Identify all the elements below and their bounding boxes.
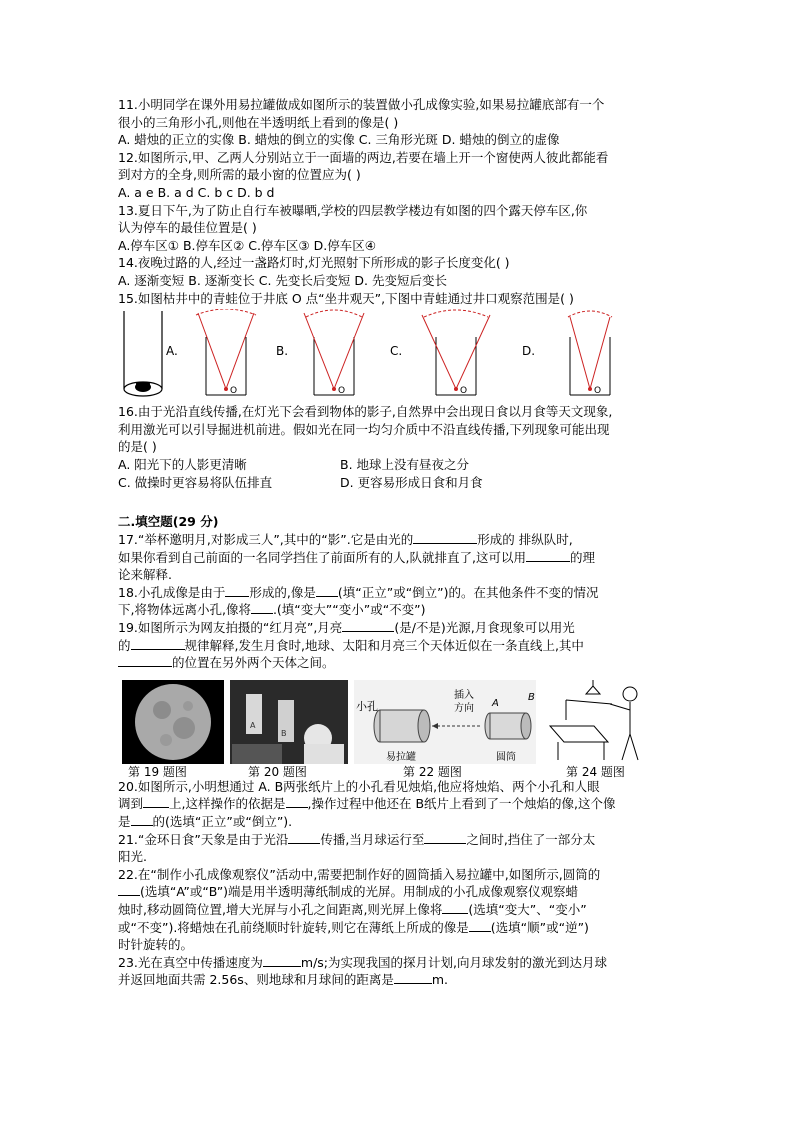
- q21-blank-2[interactable]: [424, 831, 466, 844]
- q15-o-b: O: [338, 386, 346, 397]
- q22-line5: 时针旋转的。: [118, 937, 194, 953]
- caption-fig-22: 第 22 题图: [403, 764, 462, 779]
- q20-line1: 20.如图所示,小明想通过 A. B两张纸片上的小孔看见烛焰,他应将烛焰、两个小孔和人眼: [118, 778, 600, 794]
- q15-line1: 15.如图枯井中的青蛙位于井底 O 点“坐井观天”,下图中青蛙通过井口观察范围是( ): [118, 290, 574, 306]
- q18-line2: [118, 601, 678, 619]
- q13-line1: 13.夏日下午,为了防止自行车被曝晒,学校的四层教学楼边有如图的四个露天停车区,你: [118, 202, 588, 218]
- moon-photo: [122, 680, 224, 764]
- q22-line1: 22.在“制作小孔成像观察仪”活动中,需要把制作好的圆筒插入易拉罐中,如图所示,圆筒的: [118, 866, 601, 882]
- q20-line2: [118, 795, 678, 813]
- q17-line1: [118, 531, 678, 549]
- q18-blank-2[interactable]: [316, 584, 338, 597]
- q16-option-d: D. 更容易形成日食和月食: [340, 474, 483, 490]
- q21-blank-1[interactable]: [288, 831, 320, 844]
- q21-text-a: 21.“金环日食”天象是由于光沿: [118, 831, 289, 847]
- well-option-a: [196, 309, 256, 396]
- q23-line2: [118, 971, 678, 989]
- q20-text-c1: 是: [118, 814, 131, 830]
- caption-fig-19: 第 19 题图: [128, 764, 187, 779]
- q16-line2: 利用激光可以引导掘进机前进。假如光在同一均匀介质中不沿直线传播,下列现象可能出现: [118, 421, 610, 437]
- well-option-d: [568, 311, 612, 396]
- q16-options-cd: [118, 474, 678, 492]
- q16-line1: 16.由于光沿直线传播,在灯光下会看到物体的影子,自然界中会出现日食以月食等天文现象,: [118, 404, 613, 420]
- boy-candle-photo: [230, 680, 348, 764]
- q23-line1: [118, 954, 678, 972]
- q19-text-c: 的: [118, 637, 131, 653]
- q19-line1: [118, 619, 678, 637]
- q11-line1: 11.小明同学在课外用易拉罐做成如图所示的装置做小孔成像实验,如果易拉罐底部有一个: [118, 97, 605, 112]
- q12-line1: 12.如图所示,甲、乙两人分别站立于一面墙的两边,若要在墙上开一个窗使两人彼此都能看: [118, 149, 609, 165]
- q19-text-d: 规律解释,发生月食时,地球、太阳和月亮三个天体近似在一条直线上,其中: [184, 637, 584, 653]
- q23-text-2b: m.: [431, 972, 448, 988]
- q22-blank-2[interactable]: [442, 901, 468, 914]
- q19-text-a: 19.如图所示为网友拍摄的“红月亮”,月亮: [118, 620, 343, 636]
- fig22-can-label: 易拉罐: [386, 751, 416, 763]
- q20-blank-1[interactable]: [143, 795, 169, 808]
- q19-text-e: 的位置在另外两个天体之间。: [172, 655, 335, 671]
- q12-line2: 到对方的全身,则所需的最小窗的位置应为( ): [118, 167, 361, 183]
- q17-text-c: 的理: [569, 549, 595, 565]
- figure-row: [118, 680, 678, 778]
- q15-label-c: C.: [390, 344, 403, 359]
- q18-text-a: 18.小孔成像是由于: [118, 584, 226, 600]
- q17-text-2: 如果你看到自己前面的一名同学挡住了前面所有的人,队就排直了,这可以用: [118, 549, 526, 565]
- q15-label-d: D.: [522, 344, 536, 359]
- q18-blank-3[interactable]: [251, 601, 273, 614]
- q15-o-d: O: [594, 386, 602, 397]
- q19-line2: [118, 637, 678, 655]
- q22-blank-1[interactable]: [118, 883, 140, 896]
- fig22-tube-label: 圆筒: [496, 751, 516, 763]
- q20-text-b1: 调到: [118, 796, 144, 812]
- q17-blank-1[interactable]: [413, 531, 477, 544]
- q22-blank-3[interactable]: [469, 919, 491, 932]
- well-option-b: [304, 310, 364, 396]
- q20-line3: [118, 813, 678, 831]
- q20-text-c2: 的(选填“正立”或“倒立”).: [152, 814, 293, 830]
- q23-blank-1[interactable]: [263, 954, 301, 967]
- q23-text-b: m/s;为实现我国的探月计划,向月球发射的激光到达月球: [300, 954, 607, 970]
- q17-text-b: 形成的 排纵队时,: [477, 532, 573, 548]
- caption-fig-20: 第 20 题图: [248, 764, 307, 779]
- q16-option-c: C. 做操时更容易将队伍排直: [118, 474, 273, 490]
- caption-fig-24: 第 24 题图: [566, 764, 625, 779]
- fig22-insert-label-2: 方向: [454, 702, 474, 714]
- section2-title: 二.填空题(29 分): [118, 514, 219, 530]
- q11-options: A. 蜡烛的正立的实像 B. 蜡烛的倒立的实像 C. 三角形光斑 D. 蜡烛的倒立的虚像: [118, 132, 560, 148]
- q19-blank-1[interactable]: [342, 619, 394, 632]
- figure-row-svg: [118, 680, 678, 764]
- frog-well-figure: [124, 311, 162, 396]
- q18-line1: [118, 584, 678, 602]
- q16-line3: 的是( ): [118, 439, 157, 455]
- q17-line3: 论来解释.: [118, 567, 172, 583]
- fig22-hole-label: 小孔: [356, 699, 378, 713]
- q22-line4: [118, 919, 678, 937]
- q18-text-c: (填“正立”或“倒立”)的。在其他条件不变的情况: [337, 584, 599, 600]
- q16-option-b: B. 地球上没有昼夜之分: [340, 456, 470, 472]
- q18-text-b: 形成的,像是: [249, 584, 316, 600]
- q16-options-ab: [118, 456, 678, 474]
- q15-label-b: B.: [276, 344, 289, 359]
- q19-blank-3[interactable]: [118, 654, 172, 667]
- can-tube-diagram: [354, 680, 536, 764]
- fig22-a-label: A: [492, 697, 499, 709]
- q19-line3: [118, 654, 678, 672]
- q17-blank-2[interactable]: [526, 549, 570, 562]
- q12-options: A. a e B. a d C. b c D. b d: [118, 184, 275, 200]
- q15-label-a: A.: [166, 344, 178, 359]
- q13-options: A.停车区① B.停车区② C.停车区③ D.停车区④: [118, 237, 376, 253]
- q15-o-c: O: [460, 386, 468, 397]
- q18-text-2a: 下,将物体远离小孔,像将: [118, 602, 251, 618]
- q15-o-a: O: [230, 386, 238, 397]
- q23-text-2a: 并返回地面共需 2.56s、则地球和月球间的距离是: [118, 972, 394, 988]
- q20-blank-3[interactable]: [131, 813, 153, 826]
- q22-text-4a: 或“不变”).将蜡烛在孔前绕顺时针旋转,则它在薄纸上所成的像是: [118, 919, 469, 935]
- q15-diagrams: [118, 309, 678, 401]
- fig22-b-label: B: [528, 691, 535, 703]
- q23-text-a: 23.光在真空中传播速度为: [118, 954, 263, 970]
- q14-line1: 14.夜晚过路的人,经过一盏路灯时,灯光照射下所形成的影子长度变化( ): [118, 255, 510, 271]
- q23-blank-2[interactable]: [394, 971, 432, 984]
- fig20-label-b: B: [281, 728, 287, 738]
- fig20-label-a: A: [250, 720, 256, 730]
- q21-line1: [118, 831, 678, 849]
- q16-option-a: A. 阳光下的人影更清晰: [118, 456, 247, 472]
- q13-line2: 认为停车的最佳位置是( ): [118, 220, 257, 236]
- q20-text-b2: 上,这样操作的依据是: [169, 796, 286, 812]
- q19-text-b: (是/不是)光源,月食现象可以用光: [394, 620, 575, 636]
- q14-options: A. 逐渐变短 B. 逐渐变长 C. 先变长后变短 D. 先变短后变长: [118, 272, 447, 288]
- q18-text-2b: .(填“变大”“变小”或“不变”): [272, 602, 426, 618]
- q22-text-4b: (选填“顺”或“逆”): [490, 919, 589, 935]
- q19-blank-2[interactable]: [131, 637, 185, 650]
- q20-blank-2[interactable]: [286, 795, 308, 808]
- q21-text-c: 之间时,挡住了一部分太: [466, 831, 596, 847]
- well-diagram-svg: [118, 309, 678, 401]
- well-option-c: [422, 310, 490, 396]
- q20-text-b3: ,操作过程中他还在 B纸片上看到了一个烛焰的像,这个像: [307, 796, 616, 812]
- q22-text-a2: (选填“A”或“B”)端是用半透明薄纸制成的光屏。用制成的小孔成像观察仪观察蜡: [140, 884, 579, 900]
- q11-line2: 很小的三角形小孔,则他在半透明纸上看到的像是( ): [118, 114, 399, 130]
- q22-line3: [118, 901, 678, 919]
- q22-text-3a: 烛时,移动圆筒位置,增大光屏与小孔之间距离,则光屏上像将: [118, 902, 443, 917]
- q17-text-a: 17.“举杯邀明月,对影成三人”,其中的“影”.它是由光的: [118, 532, 414, 548]
- person-table-diagram: [550, 680, 638, 760]
- q22-text-3b: (选填“变大”、“变小”: [468, 902, 587, 917]
- q21-text-b: 传播,当月球运行至: [320, 831, 425, 847]
- q17-line2: [118, 549, 678, 567]
- q18-blank-1[interactable]: [225, 584, 249, 597]
- fig22-insert-label-1: 插入: [454, 689, 474, 701]
- exam-page: [118, 96, 678, 989]
- q22-line2: [118, 883, 678, 901]
- q21-line2: 阳光.: [118, 849, 147, 865]
